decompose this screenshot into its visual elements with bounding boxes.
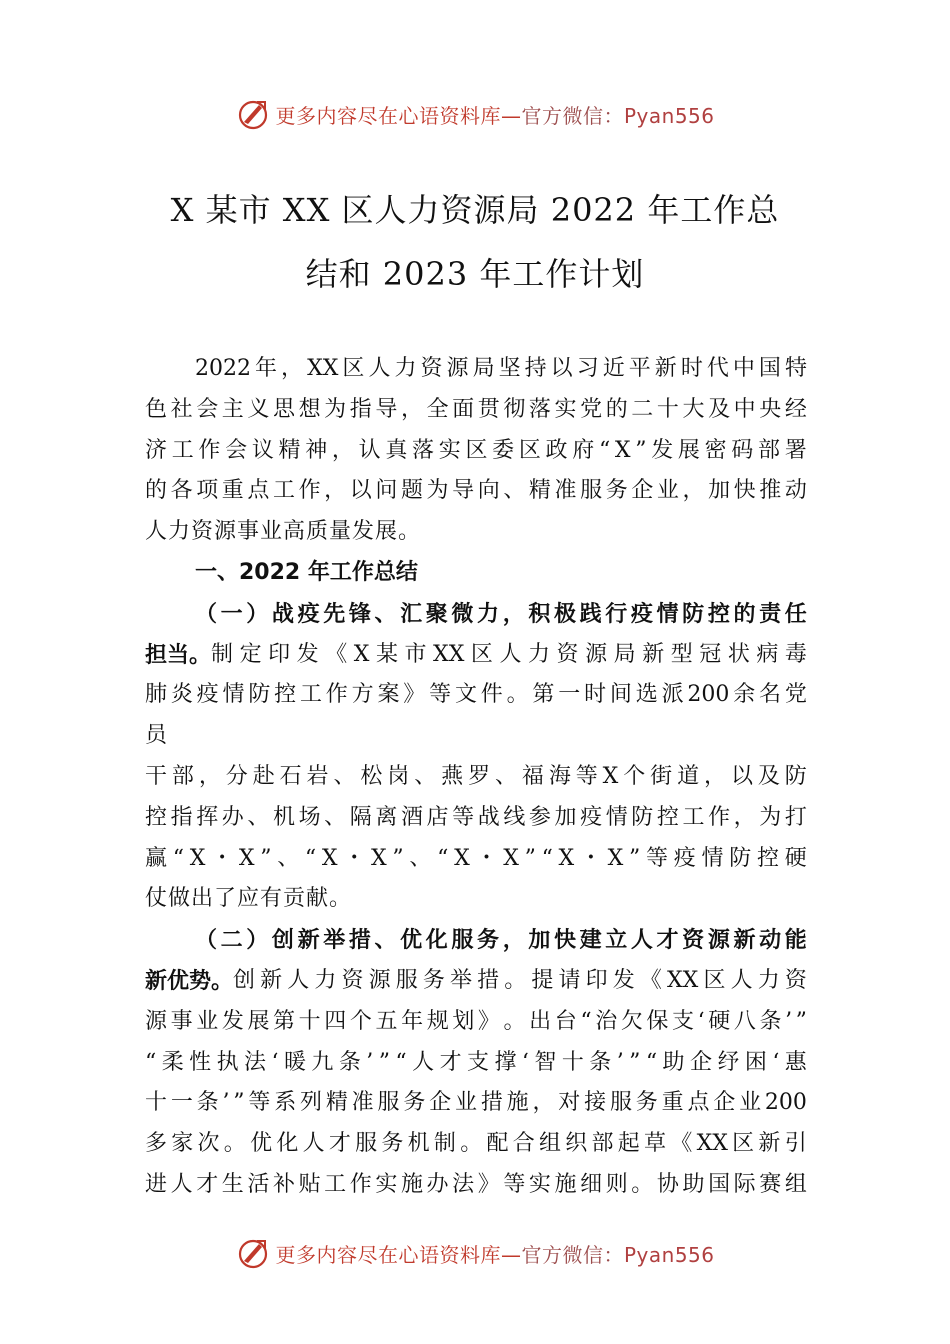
body-line: 进 人 才 生 活 补 贴 工 作 实 施 办 法 》 等 实 施 细 则 。 协 助 国 际 赛 组 [145, 1171, 807, 1197]
document-title-line-1: X 某市 XX 区人力资源局 2022 年工作总 [170, 191, 780, 229]
body-line: 色 社 会 主 义 思 想 为 指 导 ， 全 面 贯 彻 落 实 党 的 二 十 大 及 中 央 经 [145, 396, 807, 422]
body-line: 员 [145, 723, 169, 749]
body-line: 源 事 业 发 展 第 十 四 个 五 年 规 划 》 。 出 台 “ 治 欠 保 支 ‘ 硬 八 条 ’ ” [145, 1008, 807, 1034]
body-line: 赢 “ X ・ X ” 、 “ X ・ X ” 、 “ X ・ X ” “ X ・ X ” 等 疫 情 防 控 硬 [145, 845, 807, 871]
body-line: 十 一 条 ’ ” 等 系 列 精 准 服 务 企 业 措 施 ， 对 接 服 务 重 点 企 业 200 [145, 1090, 807, 1116]
body-line: 济 工 作 会 议 精 神 ， 认 真 落 实 区 委 区 政 府 “ X ” 发 展 密 码 部 署 [145, 437, 807, 463]
banner-site-name: 更多内容尽在心语资料库 [275, 1242, 501, 1267]
banner-wechat-id: Pyan556 [623, 1242, 715, 1267]
body-line: “ 柔 性 执 法 ‘ 暖 九 条 ’ ” “ 人 才 支 撑 ‘ 智 十 条 ’ ” “ 助 企 纾 困 ‘ 惠 [145, 1049, 807, 1075]
body-line: 的 各 项 重 点 工 作 ， 以 问 题 为 导 向 、 精 准 服 务 企 业 ， 加 快 推 动 [145, 478, 807, 504]
body-line: 仗做出了应有贡献。 [145, 886, 353, 912]
body-text: 创 新 人 力 资 源 服 务 举 措 。 提 请 印 发 《 XX 区 人 力 资 [233, 967, 807, 993]
header-watermark [0, 94, 950, 134]
banner-wechat-label: 官方微信： [521, 1242, 624, 1267]
body-text: 制 定 印 发 《 X 某 市 XX 区 人 力 资 源 局 新 型 冠 状 病 毒 [211, 641, 807, 667]
body-line: 干 部 ， 分 赴 石 岩 、 松 岗 、 燕 罗 、 福 海 等 X 个 街 道 ， 以 及 防 [145, 763, 807, 789]
body-line: 肺 炎 疫 情 防 控 工 作 方 案 》 等 文 件 。 第 一 时 间 选 派 200 余 名 党 [145, 682, 807, 708]
subsection-heading: （ 一 ） 战 疫 先 锋 、 汇 聚 微 力 ， 积 极 践 行 疫 情 防 控 的 责 任 [195, 600, 807, 627]
body-line: 多 家 次 。 优 化 人 才 服 务 机 制 。 配 合 组 织 部 起 草 《 XX 区 新 引 [145, 1131, 807, 1157]
quill-logo-icon [235, 96, 271, 132]
body-line: 2022 年 ， XX 区 人 力 资 源 局 坚 持 以 习 近 平 新 时 代 中 国 特 [195, 356, 807, 381]
document-title-line-2: 结和 2023 年工作计划 [305, 255, 645, 293]
document-body [145, 349, 807, 1206]
banner-dash: — [500, 103, 522, 128]
banner-wechat-id: Pyan556 [623, 103, 715, 128]
banner-site-name: 更多内容尽在心语资料库 [275, 103, 501, 128]
body-line: 控 指 挥 办 、 机 场 、 隔 离 酒 店 等 战 线 参 加 疫 情 防 控 工 作 ， 为 打 [145, 804, 807, 830]
subsection-heading-end: 担当。 [145, 641, 212, 668]
banner-wechat-label: 官方微信： [521, 103, 624, 128]
banner-dash: — [500, 1242, 522, 1267]
footer-watermark [0, 1233, 950, 1273]
quill-logo-icon [235, 1235, 271, 1271]
body-line [145, 961, 807, 1002]
body-line [145, 635, 807, 676]
body-line: 人力资源事业高质量发展。 [145, 519, 422, 545]
subsection-heading: （ 二 ） 创 新 举 措 、 优 化 服 务 ， 加 快 建 立 人 才 资 源 新 动 能 [195, 927, 807, 954]
section-heading: 一、2022 年工作总结 [195, 559, 418, 585]
subsection-heading-end: 新优势。 [145, 967, 234, 994]
